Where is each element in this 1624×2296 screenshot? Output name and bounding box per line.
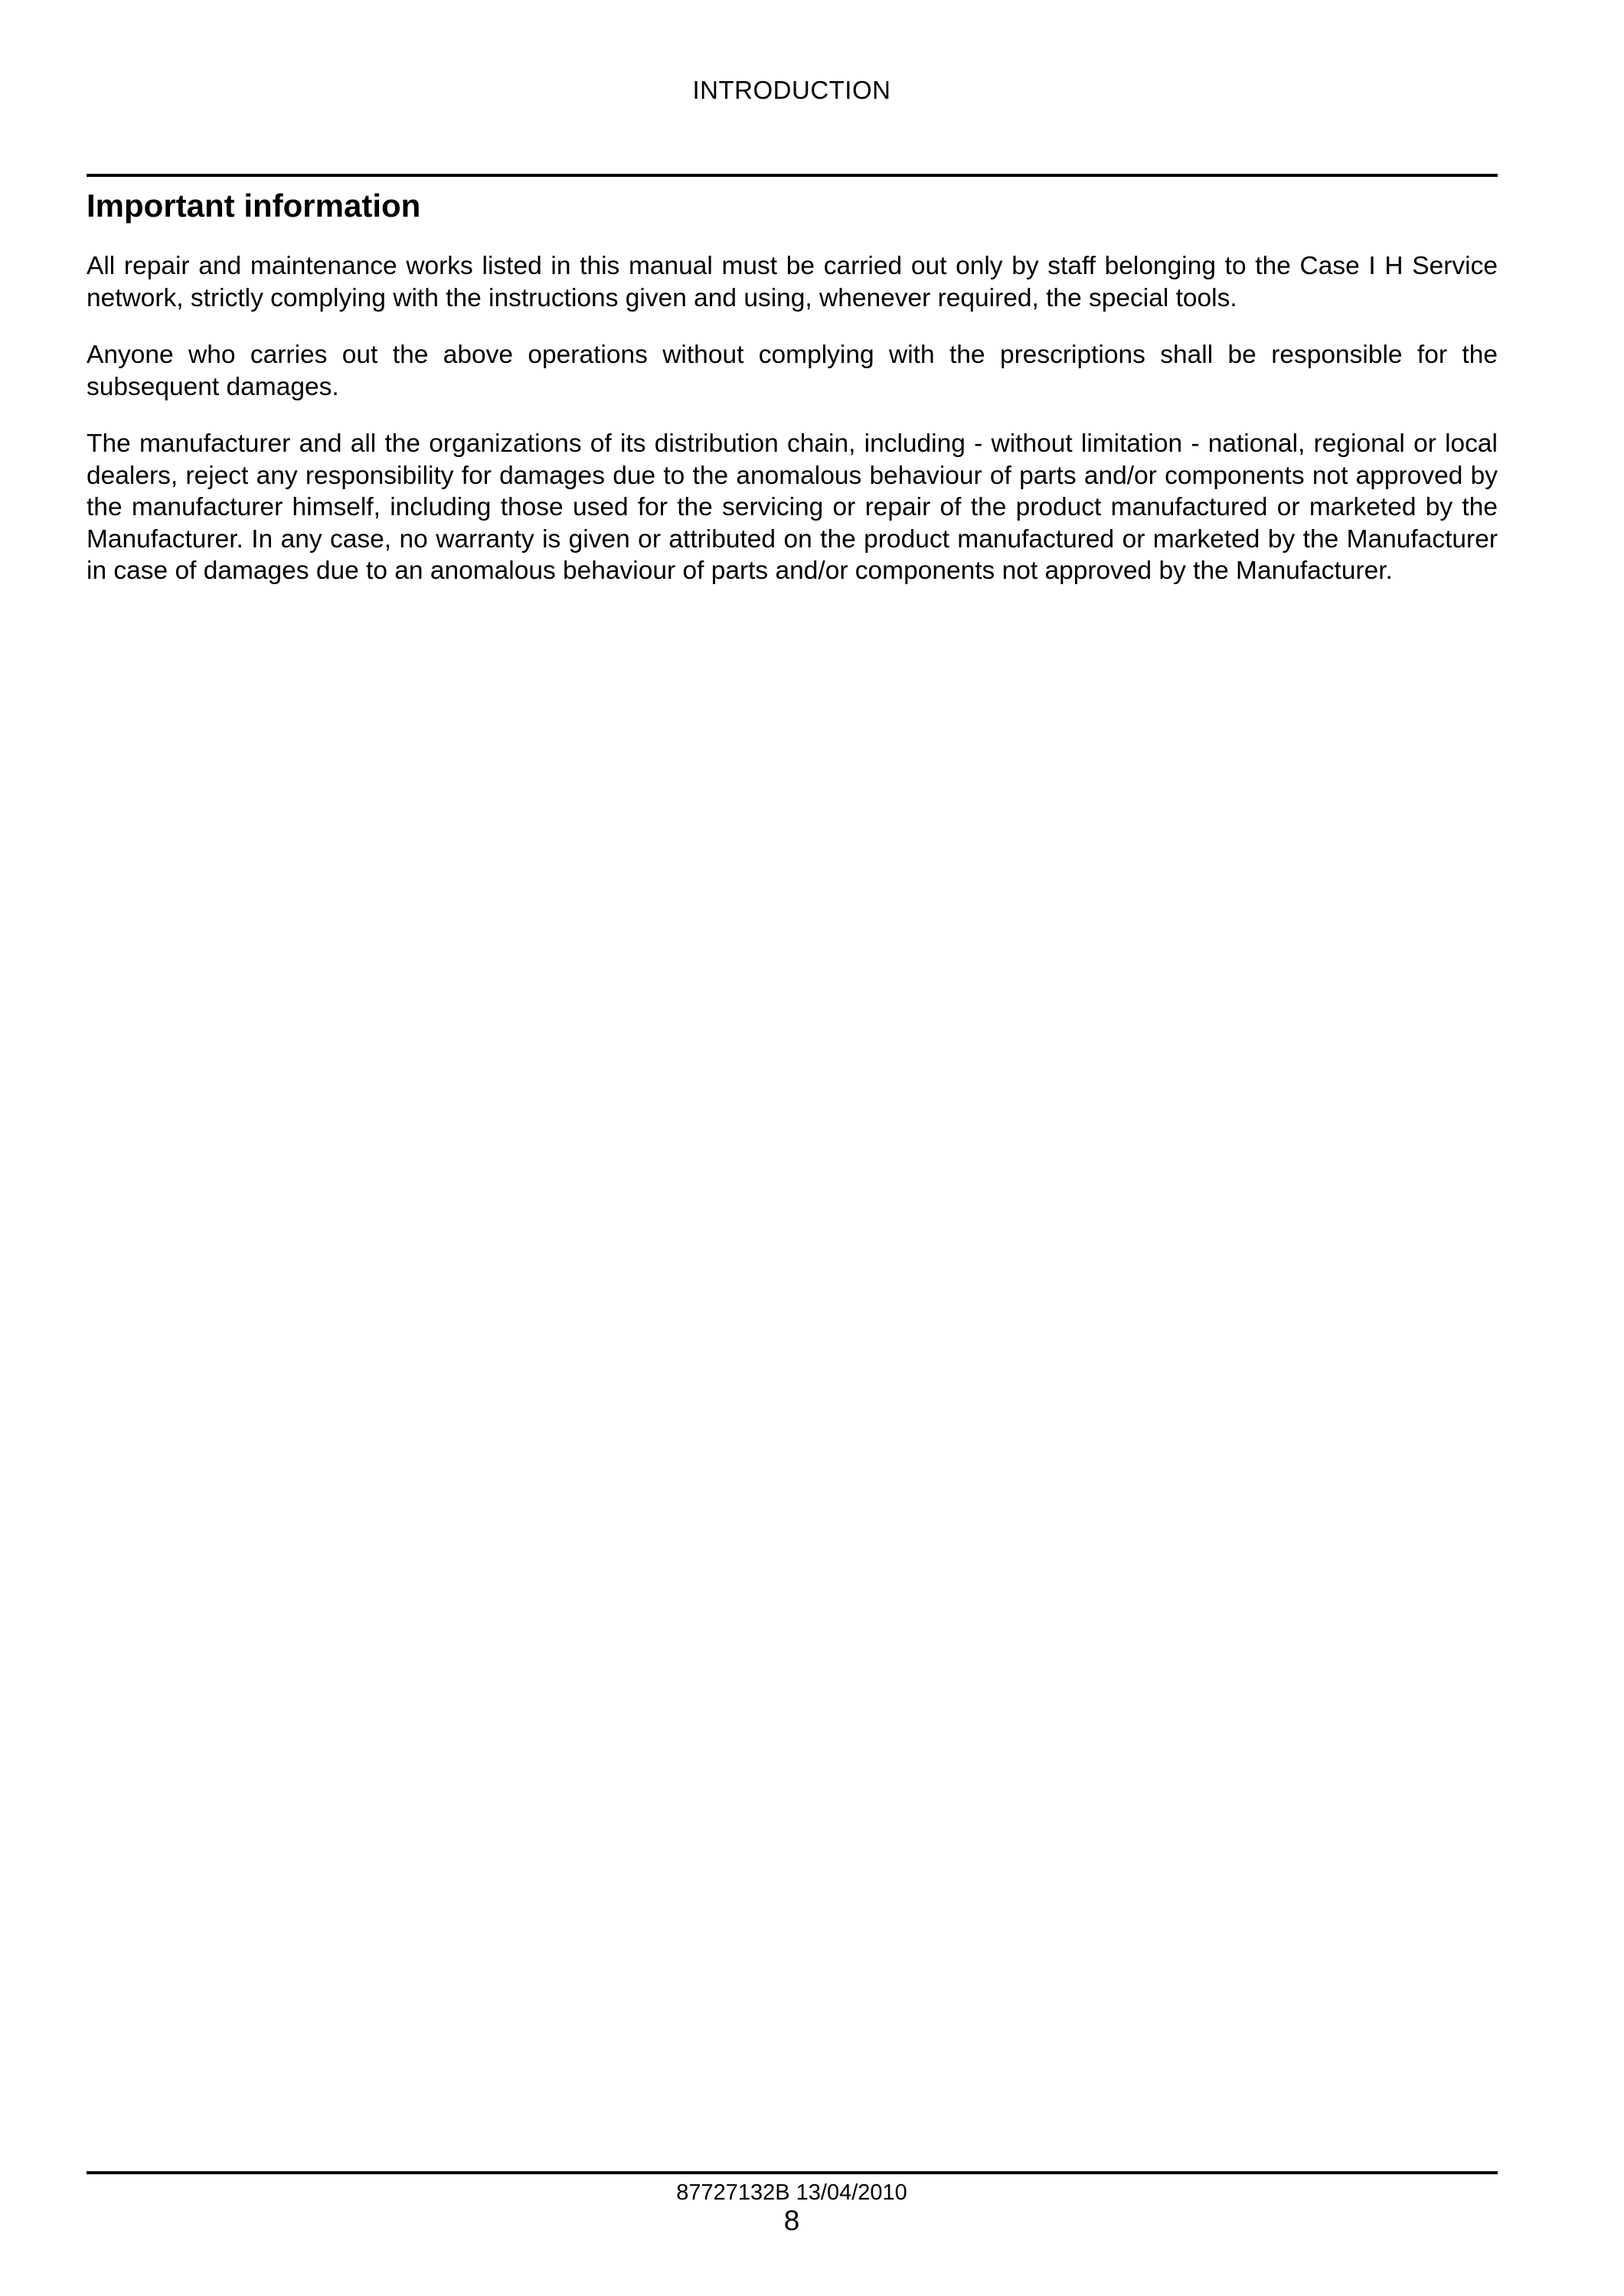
page-content xyxy=(87,186,1498,612)
paragraph-warranty-disclaimer: The manufacturer and all the organizations of its distribution chain, including - without limitation - national, regional or local dealers, reject any responsibility for damages due to the anomalous behaviour of parts and/or components not approved by the manufacturer himself, including those used for the servicing or repair of the product manufactured or marketed by the Manufacturer. In any case, no warranty is given or attributed on the product manufactured or marketed by the Manufacturer in case of damages due to an anomalous behaviour of parts and/or components not approved by the Manufacturer. xyxy=(87,429,1498,585)
page-number: 8 xyxy=(783,2205,800,2236)
header-divider xyxy=(87,174,1498,177)
running-header-section: INTRODUCTION xyxy=(692,76,891,104)
footer-document-reference: 87727132B 13/04/2010 xyxy=(676,2180,907,2205)
section-title: Important information xyxy=(87,188,421,224)
paragraph-service-network: All repair and maintenance works listed in this manual must be carried out only by staff belonging to the Case I H Service network, strictly complying with the instructions given and using, whenever required, the special tools. xyxy=(87,252,1498,312)
paragraph-responsibility: Anyone who carries out the above operations without complying with the prescriptions shall be responsible for the subsequent damages. xyxy=(87,341,1498,401)
footer-divider xyxy=(87,2171,1498,2174)
